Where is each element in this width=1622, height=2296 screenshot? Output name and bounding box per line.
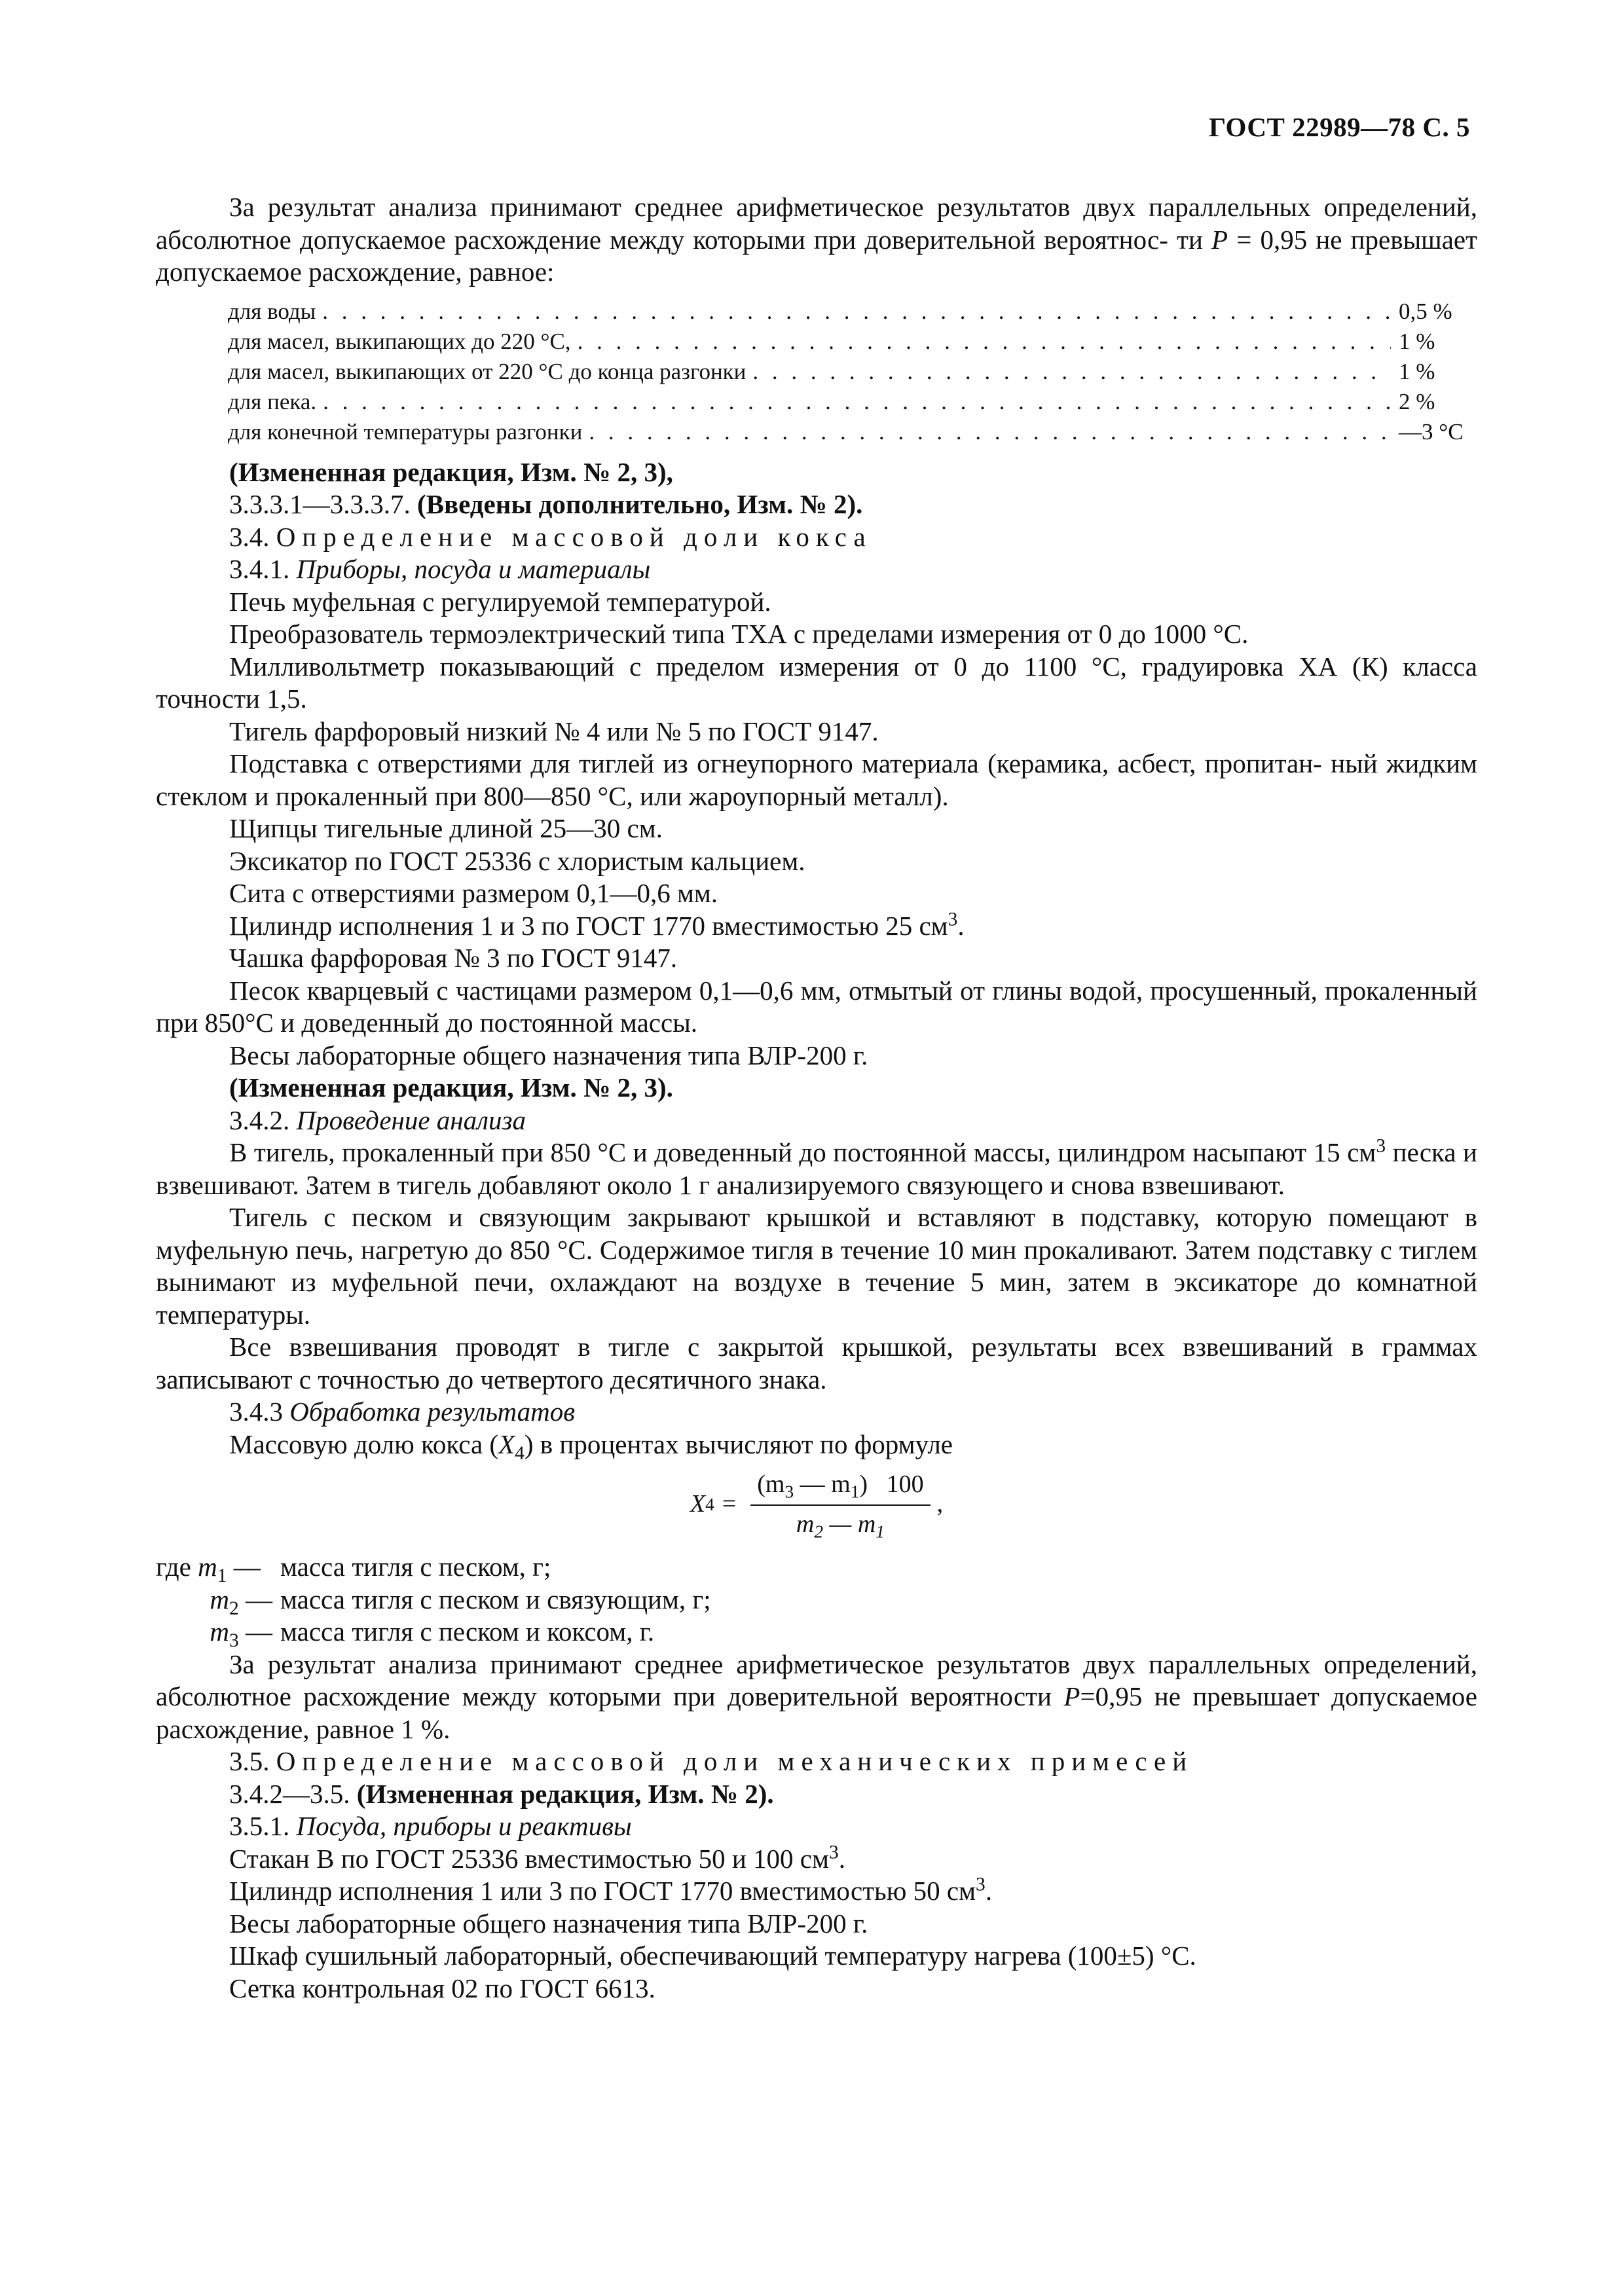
equipment-item: Щипцы тигельные длиной 25—30 см. — [229, 813, 663, 843]
section-number: 3.5. — [229, 1746, 270, 1776]
equipment-text: Стакан В по ГОСТ 25336 вместимостью 50 и 100 см — [229, 1843, 829, 1874]
paragraph-text: В тигель, прокаленный при 850 °С и доведенный до постоянной массы, цилиндром насыпают 15 см — [229, 1137, 1376, 1167]
variable-x: X — [498, 1429, 515, 1459]
tolerance-value: —3 °С — [1399, 418, 1464, 445]
punctuation: . — [985, 1876, 993, 1906]
equipment-text: Цилиндр исполнения 1 и 3 по ГОСТ 1770 вместимостью 25 см — [229, 910, 948, 941]
equipment-item — [156, 1843, 1477, 1876]
equipment-item: Милливольтметр показывающий с пределом измерения от 0 до 1100 °С, градуировка ХА (К) класса точности 1,5. — [156, 651, 1477, 714]
subscript: 1 — [876, 1522, 885, 1542]
formula-denominator — [796, 1506, 885, 1541]
tolerance-row — [228, 297, 1477, 327]
superscript: 3 — [948, 908, 958, 930]
equipment-item: Преобразователь термоэлектрический типа ТХА с пределами измерения от 0 до 1000 °С. — [229, 619, 1249, 649]
section-heading-3-4 — [156, 521, 1477, 554]
equipment-item: Песок кварцевый с частицами размером 0,1—0,6 мм, отмытый от глины водой, просушенный, прокаленный при 850°С и доведенный до постоянной массы. — [156, 975, 1477, 1038]
punctuation: . — [957, 910, 965, 941]
amendment-line — [156, 1778, 1477, 1811]
subsection-heading-3-4-3 — [156, 1396, 1477, 1429]
tolerance-label: для конечной температуры разгонки — [228, 418, 583, 445]
subscript: 1 — [217, 1565, 227, 1587]
subscript: 2 — [229, 1597, 239, 1619]
dot-leader — [589, 417, 1391, 447]
definition-dash: — — [238, 1584, 272, 1614]
variable-definition — [156, 1616, 1477, 1652]
formula-intro — [156, 1429, 1477, 1464]
definition-text: масса тигля с песком и коксом, г. — [280, 1616, 655, 1647]
procedure-paragraph: Все взвешивания проводят в тигле с закрытой крышкой, результаты всех взвешиваний в граммах записывают с точностью до четвертого десятичного знака. — [156, 1332, 1477, 1394]
amendment-note: (Измененная редакция, Изм. № 2). — [356, 1778, 774, 1809]
tolerance-row — [228, 357, 1477, 387]
where-prefix: где — [156, 1552, 198, 1582]
tolerance-row — [228, 417, 1477, 447]
numerator-open: (m — [757, 1470, 785, 1498]
section-heading-3-5 — [156, 1745, 1477, 1778]
paragraph-text: песка и взвешивают. Затем в тигель добавляют около 1 г анализируемого связующего и снова взвешивают. — [156, 1137, 1477, 1200]
section-title: Обработка результатов — [289, 1396, 576, 1427]
clause-number: 3.3.3.1—3.3.3.7. — [229, 489, 411, 519]
definition-symbol — [156, 1584, 280, 1619]
dot-leader — [323, 387, 1391, 417]
formula-fraction — [750, 1468, 930, 1541]
document-body — [156, 191, 1477, 2005]
tolerance-label: для масел, выкипающих до 220 °С, — [228, 328, 571, 354]
paragraph-result-intro — [156, 191, 1477, 289]
tolerance-label: для пека. — [228, 388, 317, 414]
variable-p: P — [1211, 224, 1228, 255]
tolerance-label: для воды — [228, 298, 316, 324]
equipment-item: Тигель фарфоровый низкий № 4 или № 5 по ГОСТ 9147. — [229, 716, 879, 746]
definition-text: масса тигля с песком, г; — [280, 1552, 551, 1582]
subscript: 3 — [229, 1630, 239, 1652]
tolerance-value: 0,5 % — [1399, 298, 1452, 324]
section-title: Проведение анализа — [296, 1104, 526, 1135]
tolerance-value: 1 % — [1399, 358, 1435, 384]
paragraph-text: Массовую долю кокса ( — [229, 1429, 499, 1459]
coke-fraction-formula: X 4 = $\frac{(m_3 — m_1) 100}{m_2 — m_1}$ , — [156, 1466, 1477, 1543]
section-title: Посуда, приборы и реактивы — [296, 1811, 632, 1841]
subscript: 3 — [784, 1482, 794, 1502]
tolerance-row — [228, 327, 1477, 357]
numerator-minus: — m — [794, 1470, 851, 1498]
tolerance-list — [228, 297, 1477, 447]
symbol-m: m — [210, 1584, 229, 1614]
denominator-minus: — m — [823, 1510, 876, 1538]
tolerance-value: 1 % — [1399, 328, 1435, 354]
amendment-note: (Измененная редакция, Изм. № 2, 3), — [229, 456, 673, 487]
formula-comma: , — [936, 1490, 944, 1518]
amendment-line — [156, 488, 1477, 521]
section-title: Определение массовой доли кокса — [276, 521, 872, 552]
page-header: ГОСТ 22989—78 С. 5 — [1208, 112, 1470, 142]
paragraph-text: ) в процентах вычисляют по формуле — [524, 1429, 953, 1459]
denominator-m2: m — [796, 1510, 815, 1538]
formula-equals: = — [722, 1490, 737, 1518]
formula-lhs: X — [690, 1490, 706, 1518]
section-title: Приборы, посуда и материалы — [296, 554, 651, 584]
definition-dash: — — [238, 1616, 272, 1647]
procedure-paragraph — [156, 1137, 1477, 1201]
variable-definition — [156, 1584, 1477, 1619]
subscript: 4 — [515, 1442, 525, 1464]
equipment-item: Чашка фарфоровая № 3 по ГОСТ 9147. — [229, 943, 678, 973]
tolerance-row — [228, 387, 1477, 417]
superscript: 3 — [976, 1874, 986, 1895]
section-number: 3.4.1. — [229, 554, 290, 584]
equipment-item: Весы лабораторные общего назначения типа ВЛР-200 г. — [229, 1908, 868, 1939]
definition-symbol — [156, 1551, 280, 1587]
tolerance-label: для масел, выкипающих от 220 °С до конца разгонки — [228, 358, 746, 384]
equipment-item: Сита с отверстиями размером 0,1—0,6 мм. — [229, 878, 718, 908]
formula-numerator — [750, 1468, 930, 1506]
tolerance-value: 2 % — [1399, 388, 1435, 414]
section-title: Определение массовой доли механических примесей — [276, 1746, 1194, 1776]
section-number: 3.5.1. — [229, 1811, 290, 1841]
variable-definition — [156, 1551, 1477, 1587]
equipment-item: Шкаф сушильный лабораторный, обеспечивающий температуру нагрева (100±5) °С. — [229, 1941, 1196, 1971]
paragraph-text: =0,95 не превышает допускаемое расхождение, равное 1 %. — [156, 1681, 1477, 1744]
equipment-item: Весы лабораторные общего назначения типа ВЛР-200 г. — [229, 1040, 868, 1070]
definition-text: масса тигля с песком и связующим, г; — [280, 1584, 711, 1614]
section-number: 3.4. — [229, 521, 270, 552]
equipment-item: Сетка контрольная 02 по ГОСТ 6613. — [229, 1973, 655, 2003]
variable-p: P — [1063, 1681, 1080, 1711]
equipment-item: Подставка с отверстиями для тиглей из огнеупорного материала (керамика, асбест, пропитан- ный жидким стеклом и прокаленный при 800—850 °С, или жароупорный металл). — [156, 748, 1477, 811]
subsection-heading-3-4-1 — [156, 553, 1477, 586]
amendment-note: (Введены дополнительно, Изм. № 2). — [417, 489, 863, 519]
dot-leader — [322, 297, 1391, 327]
symbol-m: m — [198, 1552, 217, 1582]
equipment-item: Печь муфельная с регулируемой температурой. — [229, 586, 771, 617]
subscript: 1 — [850, 1482, 860, 1502]
result-paragraph — [156, 1649, 1477, 1746]
section-number: 3.4.2. — [229, 1104, 290, 1135]
paragraph-text: = 0,95 не превышает допускаемое расхождение, равное: — [156, 224, 1478, 287]
punctuation: . — [838, 1843, 845, 1874]
dot-leader — [578, 327, 1391, 357]
equipment-item: Эксикатор по ГОСТ 25336 с хлористым кальцием. — [229, 845, 805, 876]
subsection-heading-3-5-1 — [156, 1810, 1477, 1843]
equipment-text: Цилиндр исполнения 1 или 3 по ГОСТ 1770 вместимостью 50 см — [229, 1876, 976, 1906]
definition-dash: — — [227, 1552, 261, 1582]
amendment-note: (Измененная редакция, Изм. № 2, 3). — [229, 1072, 673, 1102]
equipment-item — [156, 910, 1477, 943]
superscript: 3 — [1376, 1135, 1386, 1157]
procedure-paragraph: Тигель с песком и связующим закрывают крышкой и вставляют в подставку, которую помещают в муфельную печь, нагретую до 850 °С. Содержимое тигля в течение 10 мин прокаливают. Затем подставку с тиглем вынимают из муфельной печи, охлаждают на воздухе в течение 5 мин, затем в эксикаторе до комнатной температуры. — [156, 1202, 1477, 1330]
subsection-heading-3-4-2 — [156, 1104, 1477, 1137]
superscript: 3 — [828, 1841, 839, 1863]
definition-symbol — [156, 1616, 280, 1652]
paragraph-text: За результат анализа принимают среднее арифметическое результатов двух параллельных определений, абсолютное расхождение между которыми при доверительной вероятности — [156, 1649, 1477, 1711]
section-number: 3.4.3 — [229, 1396, 283, 1427]
numerator-close: ) 100 — [859, 1470, 924, 1498]
equipment-item — [156, 1875, 1477, 1908]
symbol-m: m — [210, 1616, 229, 1647]
dot-leader — [752, 357, 1391, 387]
clause-number: 3.4.2—3.5. — [229, 1778, 350, 1809]
subscript: 2 — [814, 1522, 824, 1542]
paragraph-text: За результат анализа принимают среднее арифметическое результатов двух параллельных определений, абсолютное допускаемое расхождение между которыми при доверительной вероятнос- ти — [156, 192, 1477, 255]
